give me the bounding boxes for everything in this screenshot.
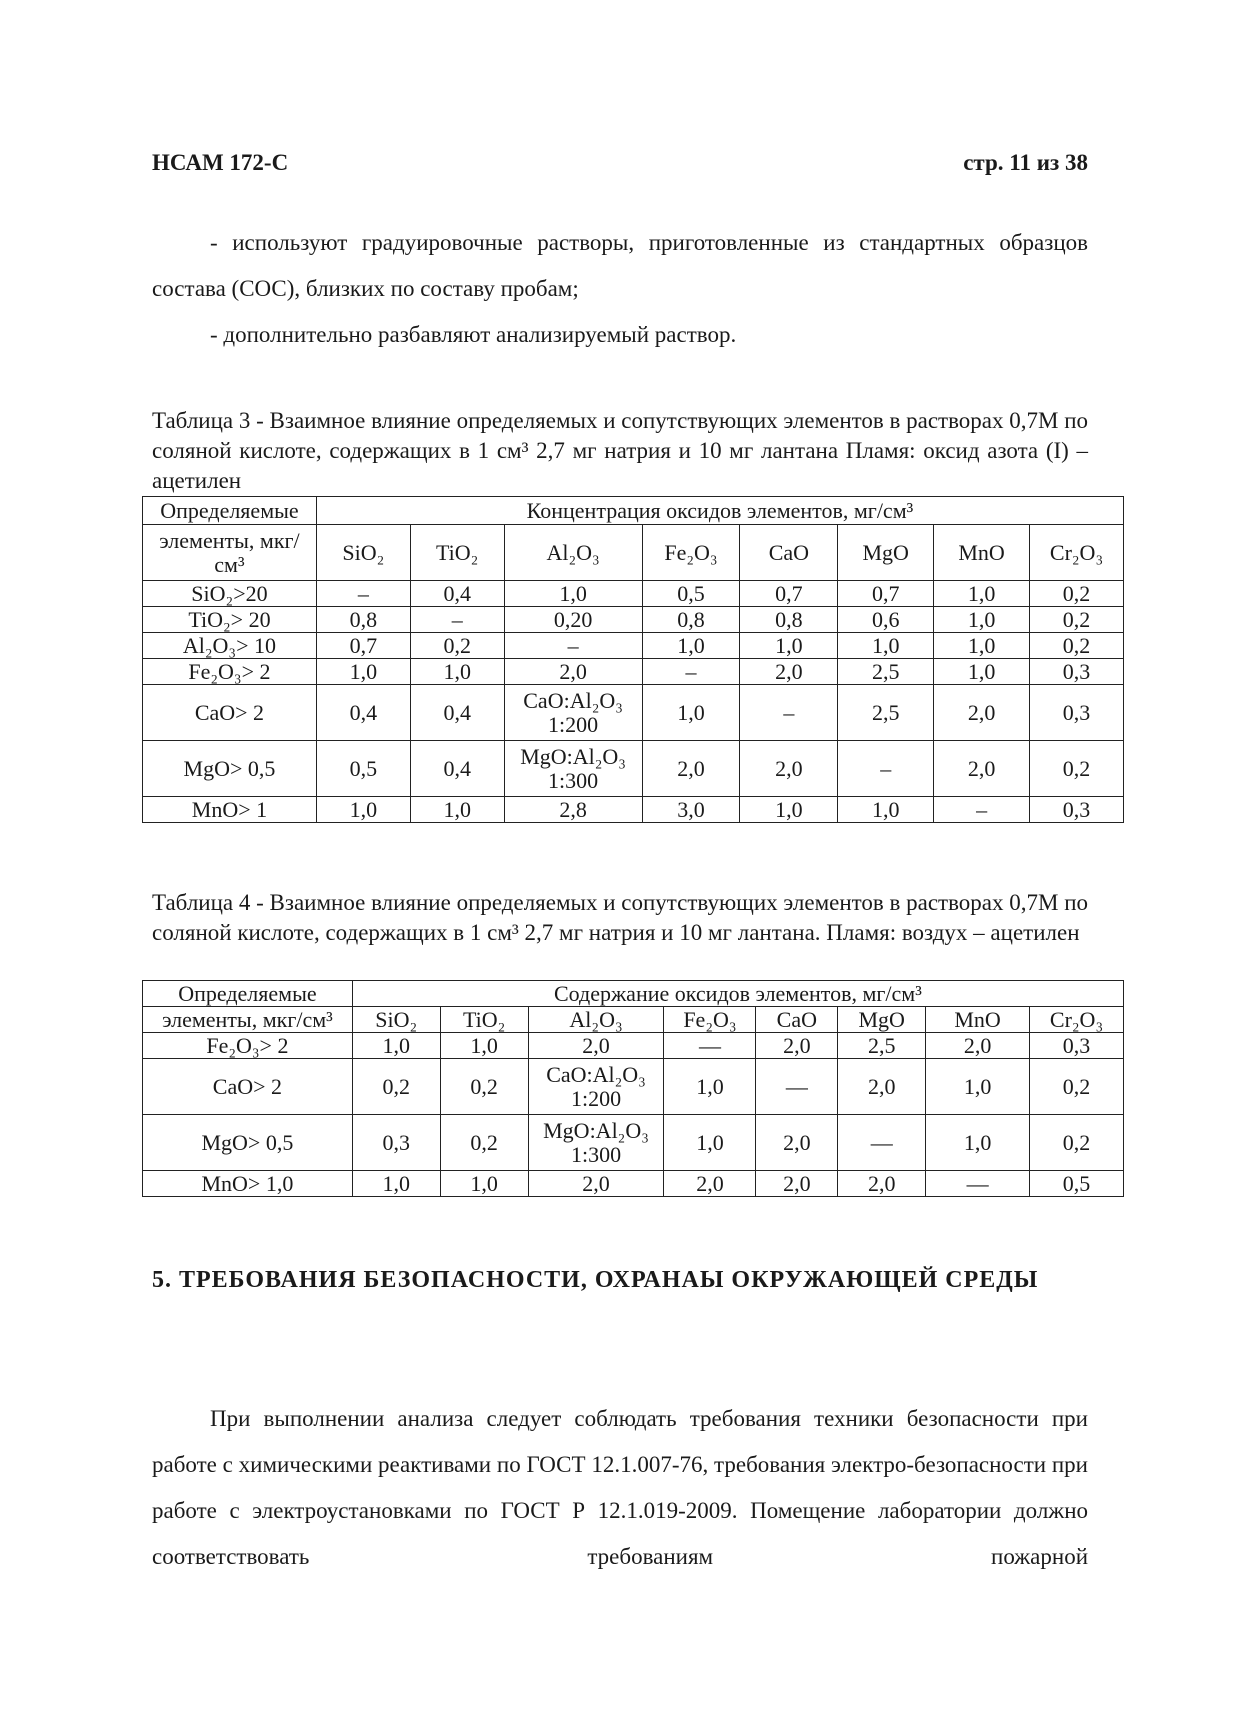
table4-column-header: TiO₂ [440,1007,528,1033]
table-row [143,741,1124,797]
table-cell: 0,4 [316,685,410,741]
table-row [143,1171,1124,1197]
row-label: MnO> 1,0 [143,1171,353,1197]
row-label: Fe₂O₃> 2 [143,1033,353,1059]
table-row [143,581,1124,607]
table-cell: 0,5 [1030,1171,1124,1197]
table-cell: 1,0 [934,633,1030,659]
section5-body-text: При выполнении анализа следует соблюдать требования техники безопасности при работе с химическими реактивами по ГОСТ 12.1.007-76, требования электро-безопасности при работе с электроустановками по ГОСТ Р 12.1.019-2009. Помещение лаборатории должно соответствовать требованиям пожарной [152,1406,1088,1569]
table-row [143,685,1124,741]
table-cell: 0,8 [316,607,410,633]
table-cell: 2,0 [528,1171,664,1197]
table-cell: 2,8 [504,797,642,823]
table-cell: 1,0 [934,659,1030,685]
table-cell: – [410,607,504,633]
table-cell: – [504,633,642,659]
table3-column-header: TiO₂ [410,525,504,581]
table-cell: 1,0 [352,1171,440,1197]
table-cell: 0,20 [504,607,642,633]
table4-caption: Таблица 4 - Взаимное влияние определяемых и сопутствующих элементов в растворах 0,7М по соляной кислоте, содержащих в 1 см³ 2,7 мг натрия и 10 мг лантана. Пламя: воздух – ацетилен [152,890,1088,945]
row-label: MgO> 0,5 [143,1115,353,1171]
table-cell: 0,7 [316,633,410,659]
table-cell: 2,5 [838,1033,926,1059]
table-cell: CaO:Al₂O₃ 1:200 [528,1059,664,1115]
table-cell: 0,2 [410,633,504,659]
table4-column-header: Cr₂O₃ [1030,1007,1124,1033]
table-cell: CaO:Al₂O₃ 1:200 [504,685,642,741]
table-cell: 0,5 [316,741,410,797]
table4-header-a: Определяемые [143,981,353,1007]
table-cell: 0,3 [1030,797,1124,823]
table-cell: 1,0 [926,1059,1030,1115]
table-cell: 0,4 [410,685,504,741]
table-cell: 0,2 [1030,741,1124,797]
table-cell: 1,0 [504,581,642,607]
table-cell: 0,3 [1030,685,1124,741]
table-cell: 0,2 [1030,607,1124,633]
table-cell: 2,0 [838,1059,926,1115]
table-cell: 1,0 [740,797,838,823]
section5-heading: 5. ТРЕБОВАНИЯ БЕЗОПАСНОСТИ, ОХРАНАЫ ОКРУЖАЮЩЕЙ СРЕДЫ [152,1267,1039,1293]
table-row [143,1115,1124,1171]
table-cell: 0,2 [440,1115,528,1171]
row-label: MgO> 0,5 [143,741,317,797]
table4-column-header: Al₂O₃ [528,1007,664,1033]
table-cell: 0,2 [352,1059,440,1115]
table4-column-header: CaO [756,1007,838,1033]
table-cell: 2,0 [642,741,740,797]
table-cell: 0,8 [740,607,838,633]
table-cell: 0,7 [740,581,838,607]
table4-group-header: Содержание оксидов элементов, мг/см³ [352,981,1123,1007]
table3-column-header: Fe₂O₃ [642,525,740,581]
table-cell: 0,2 [440,1059,528,1115]
table-row [143,659,1124,685]
table3-group-header: Концентрация оксидов элементов, мг/см³ [316,497,1123,525]
table3-column-header: CaO [740,525,838,581]
table-cell: 0,6 [838,607,934,633]
table-cell: 2,0 [756,1033,838,1059]
table4-column-header: Fe₂O₃ [664,1007,756,1033]
section5-body [152,1396,1088,1580]
table-cell: 2,5 [838,685,934,741]
table-cell: 2,0 [528,1033,664,1059]
table-cell: 1,0 [410,659,504,685]
table-cell: 1,0 [664,1059,756,1115]
table-cell: 2,0 [504,659,642,685]
table-cell: 0,8 [642,607,740,633]
table-cell: 0,2 [1030,1059,1124,1115]
table4-header-b: элементы, мкг/см³ [143,1007,353,1033]
table-cell: – [934,797,1030,823]
row-label: Al₂O₃> 10 [143,633,317,659]
table-row [143,1033,1124,1059]
table3-column-header: MgO [838,525,934,581]
table-cell: 2,0 [756,1171,838,1197]
table-cell: 1,0 [642,633,740,659]
table-cell: – [642,659,740,685]
table3-column-header: Al₂O₃ [504,525,642,581]
table-cell: 1,0 [316,659,410,685]
table-cell: 0,4 [410,581,504,607]
table-cell: 0,2 [1030,633,1124,659]
table-cell: 0,2 [1030,1115,1124,1171]
row-label: CaO> 2 [143,1059,353,1115]
table-cell: — [838,1115,926,1171]
table4-column-header: SiO₂ [352,1007,440,1033]
table-cell: 2,0 [934,741,1030,797]
intro-text-2: - дополнительно разбавляют анализируемый раствор. [210,322,737,347]
table-row [143,1059,1124,1115]
table-cell: 0,3 [1030,1033,1124,1059]
row-label: CaO> 2 [143,685,317,741]
table-cell: 0,3 [1030,659,1124,685]
table3-column-header: Cr₂O₃ [1030,525,1124,581]
table-cell: 1,0 [410,797,504,823]
table-cell: 1,0 [664,1115,756,1171]
table-cell: 1,0 [926,1115,1030,1171]
row-label: MnO> 1 [143,797,317,823]
table-cell: — [756,1059,838,1115]
table-cell: 0,3 [352,1115,440,1171]
table-cell: 2,0 [838,1171,926,1197]
table3-caption: Таблица 3 - Взаимное влияние определяемых и сопутствующих элементов в растворах 0,7М по соляной кислоте, содержащих в 1 см³ 2,7 мг натрия и 10 мг лантана Пламя: оксид азота (I) – ацетилен [152,408,1088,493]
table-cell: 1,0 [838,633,934,659]
table-cell: 2,0 [740,741,838,797]
table-cell: – [316,581,410,607]
table-cell: MgO:Al₂O₃ 1:300 [528,1115,664,1171]
table-cell: 1,0 [316,797,410,823]
row-label: Fe₂O₃> 2 [143,659,317,685]
table-cell: 1,0 [934,581,1030,607]
table-row [143,607,1124,633]
document-code: НСАМ 172-С [152,150,289,175]
table-cell: 1,0 [440,1171,528,1197]
intro-paragraph-1 [152,220,1088,312]
table-cell: 0,7 [838,581,934,607]
table-cell: — [664,1033,756,1059]
row-label: TiO₂> 20 [143,607,317,633]
page-number: стр. 11 из 38 [963,150,1088,175]
table-cell: 0,4 [410,741,504,797]
table-cell: 2,0 [664,1171,756,1197]
table-row [143,797,1124,823]
table-cell: — [926,1171,1030,1197]
table-cell: 2,0 [740,659,838,685]
table-cell: 2,5 [838,659,934,685]
table4 [142,980,1124,1197]
table-cell: – [740,685,838,741]
table-cell: 1,0 [352,1033,440,1059]
table-row [143,633,1124,659]
table3-column-header: MnO [934,525,1030,581]
table-cell: 1,0 [642,685,740,741]
table-cell: 3,0 [642,797,740,823]
table3-column-header: SiO₂ [316,525,410,581]
table3-header-a: Определяемые [143,497,317,525]
table-cell: 1,0 [934,607,1030,633]
table-cell: 2,0 [934,685,1030,741]
table-cell: 0,5 [642,581,740,607]
table-cell: 2,0 [756,1115,838,1171]
table3-header-b: элементы, мкг/см³ [143,525,317,581]
intro-paragraph-2 [152,312,1088,358]
table-cell: 2,0 [926,1033,1030,1059]
table-cell: 1,0 [838,797,934,823]
table3 [142,496,1124,823]
intro-text-1: - используют градуировочные растворы, приготовленные из стандартных образцов состава (СОС), близких по составу пробам; [152,230,1088,301]
table-cell: 0,2 [1030,581,1124,607]
table-cell: 1,0 [440,1033,528,1059]
row-label: SiO₂>20 [143,581,317,607]
table-cell: MgO:Al₂O₃ 1:300 [504,741,642,797]
table4-column-header: MnO [926,1007,1030,1033]
table4-column-header: MgO [838,1007,926,1033]
table-cell: 1,0 [740,633,838,659]
table-cell: – [838,741,934,797]
